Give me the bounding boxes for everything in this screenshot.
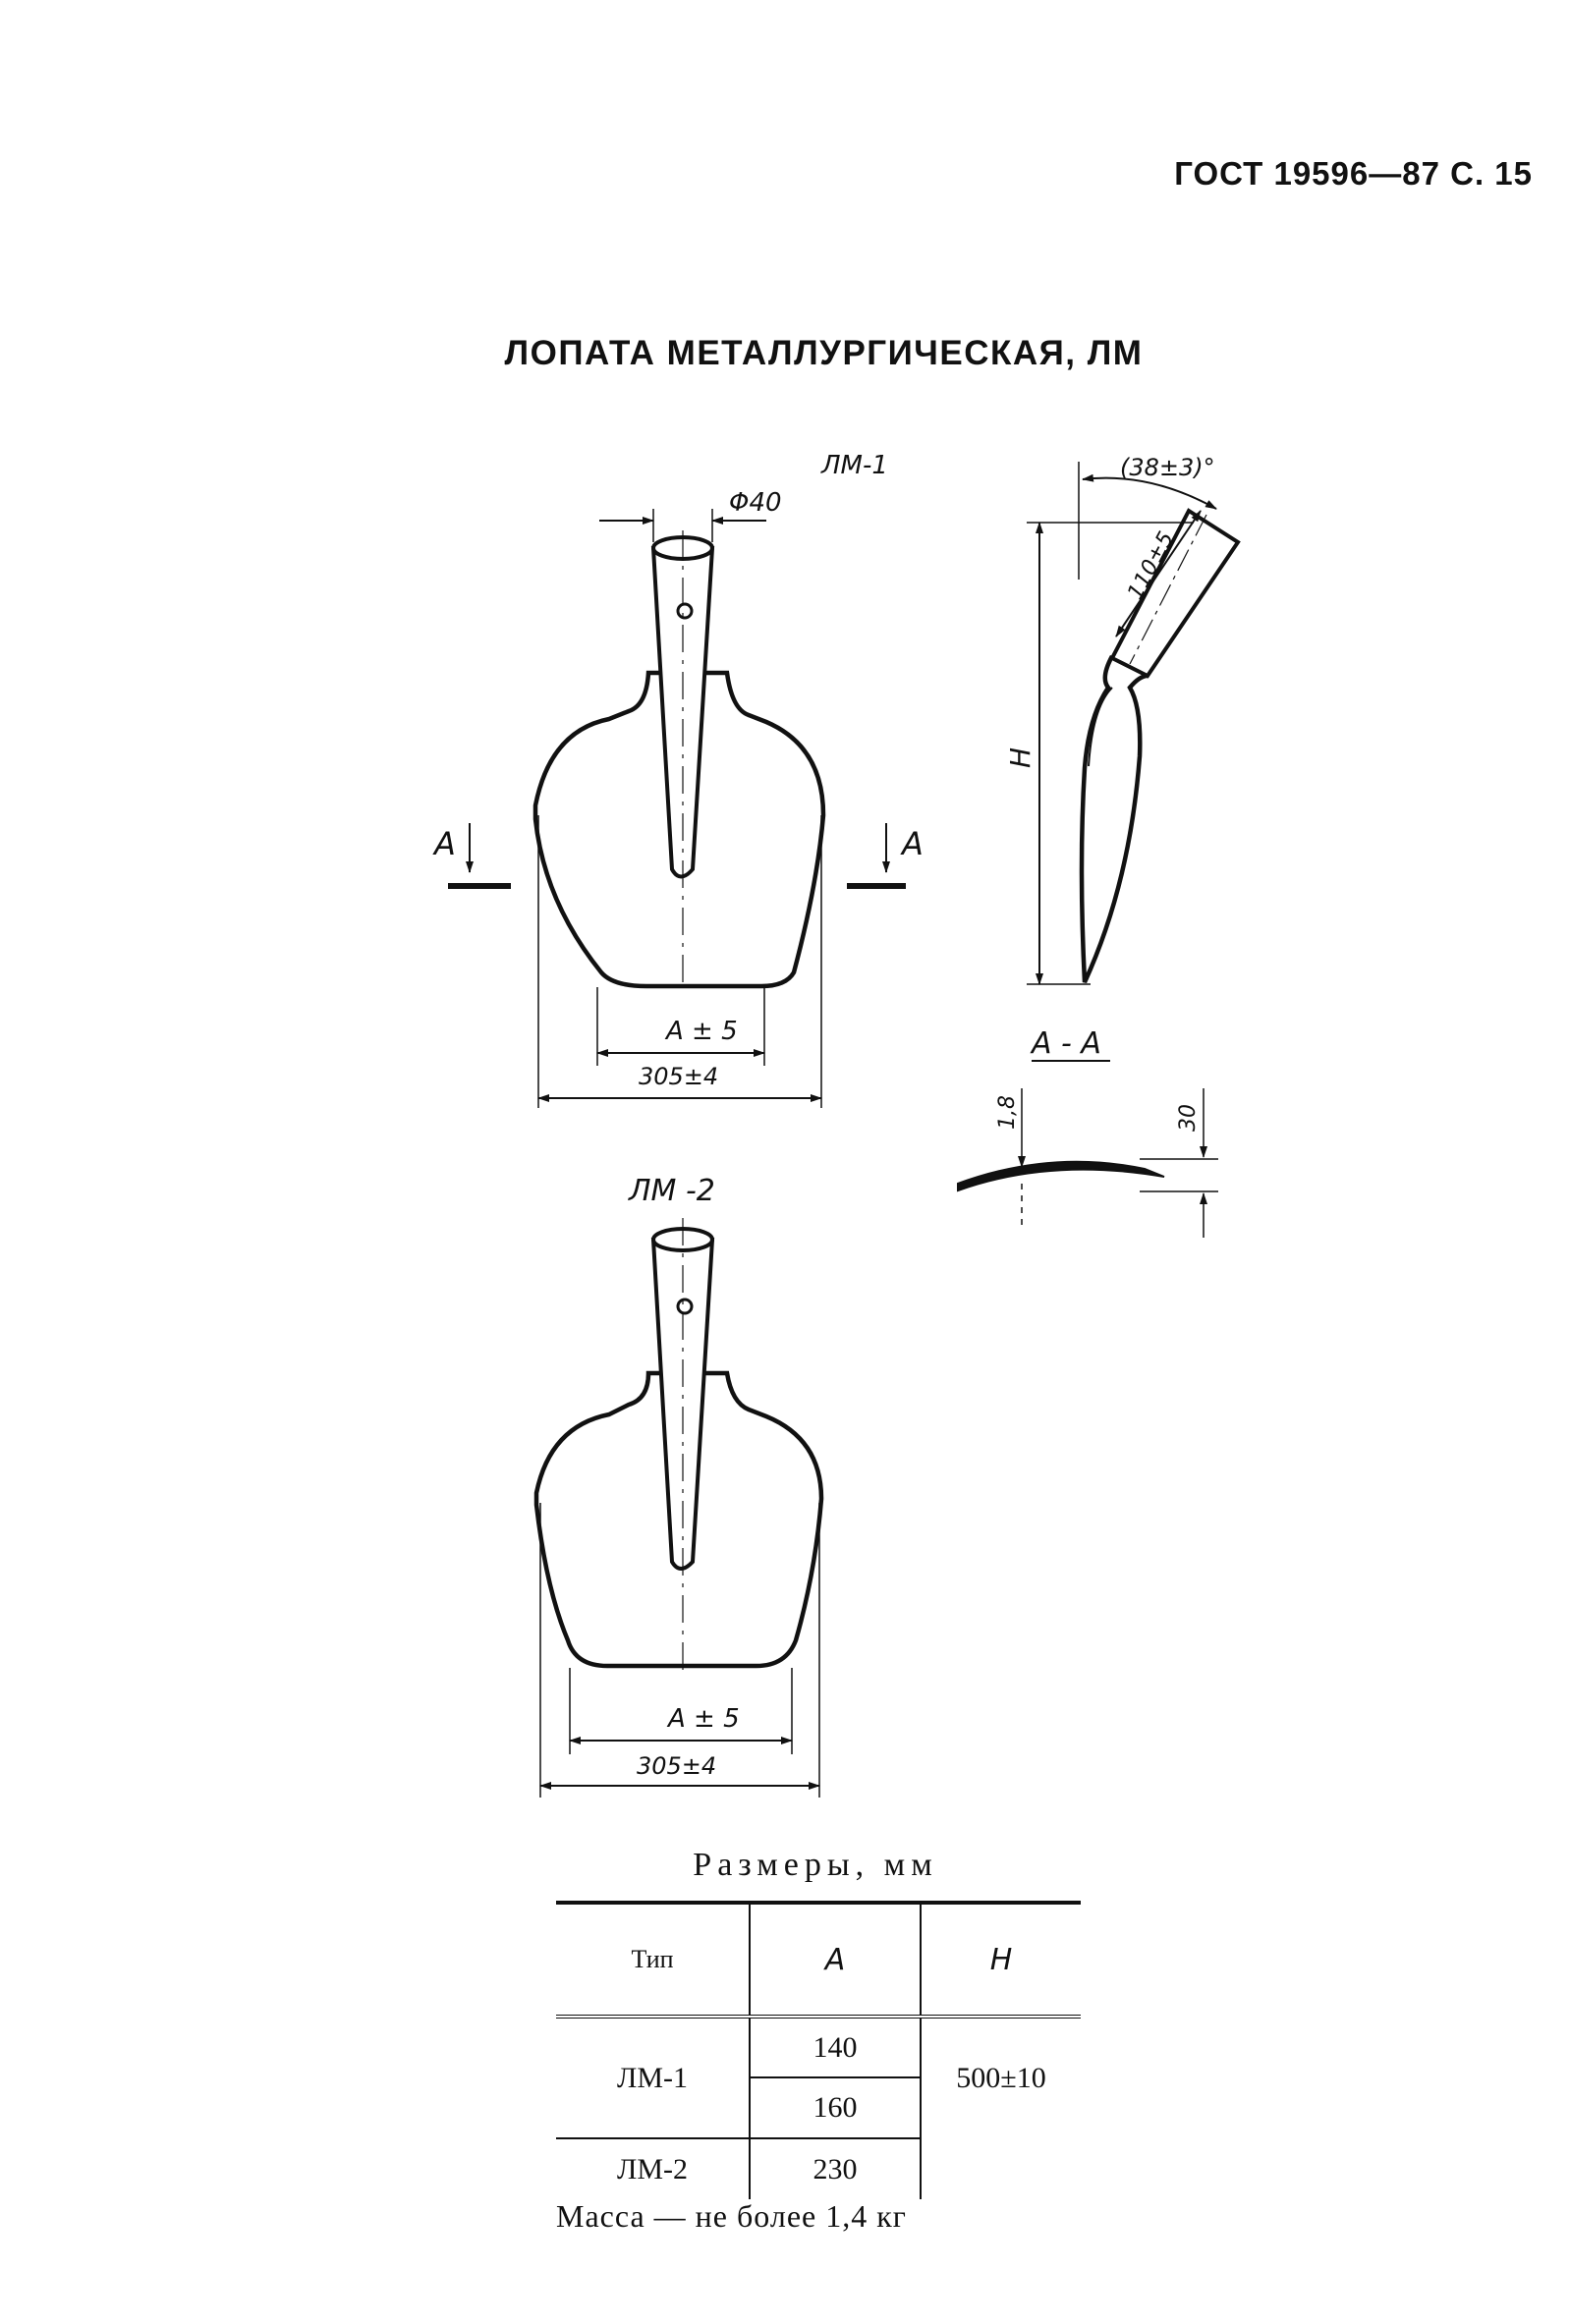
- cell-type: ЛМ-1: [616, 2061, 688, 2094]
- cell-a: 140: [750, 2017, 921, 2077]
- lm2-width-a-label: А ± 5: [668, 1704, 740, 1734]
- table-caption: Размеры, мм: [693, 1847, 938, 1883]
- table-row: [556, 2138, 1081, 2199]
- lm1-width-a-label: А ± 5: [666, 1017, 738, 1046]
- dia-label: Φ40: [729, 488, 782, 518]
- table-row: [556, 2017, 1081, 2077]
- cell-type: ЛМ-2: [556, 2138, 750, 2199]
- lm1-label: ЛМ-1: [821, 451, 888, 480]
- header-type: Тип: [631, 1945, 674, 1973]
- cell-a: 230: [750, 2138, 921, 2199]
- section-letter-right: А: [902, 825, 924, 862]
- thickness-label: 1,8: [995, 1095, 1020, 1130]
- lm1-width-total-label: 305±4: [639, 1063, 719, 1090]
- page-title: ЛОПАТА МЕТАЛЛУРГИЧЕСКАЯ, ЛМ: [504, 334, 1144, 372]
- height-label: Н: [1004, 747, 1037, 768]
- cell-h: 500±10: [921, 2017, 1081, 2138]
- section-aa: [958, 1026, 1218, 1238]
- lm1-front-view: [432, 451, 924, 1108]
- lm2-width-total-label: 305±4: [637, 1752, 717, 1780]
- dimensions-table: [556, 1901, 1081, 2199]
- side-view: [1004, 454, 1238, 984]
- page-header: ГОСТ 19596—87 С. 15: [1174, 155, 1533, 192]
- section-title: А - А: [1032, 1026, 1101, 1061]
- cell-a: 160: [750, 2077, 921, 2138]
- header-a: А: [750, 1903, 921, 2017]
- mass-note: Масса — не более 1,4 кг: [556, 2198, 907, 2234]
- header-h: Н: [921, 1903, 1081, 2017]
- angle-label: (38±3)°: [1120, 454, 1215, 481]
- section-letter-left: А: [434, 825, 456, 862]
- depth-label: 30: [1176, 1104, 1201, 1132]
- lm2-front-view: [536, 1174, 821, 1798]
- lm2-label: ЛМ -2: [629, 1174, 715, 1208]
- cell-h-empty: [921, 2138, 1081, 2199]
- handle-length-label: 110±5: [1123, 527, 1180, 604]
